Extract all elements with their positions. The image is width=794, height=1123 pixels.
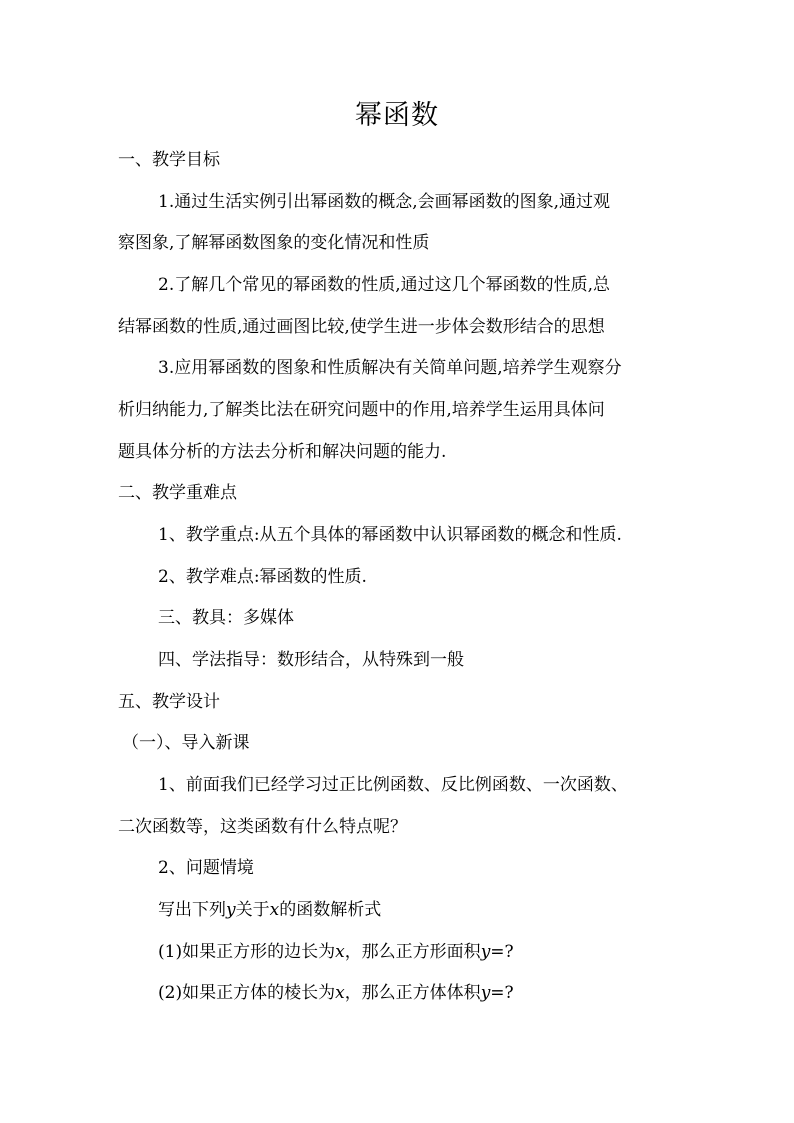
section-heading-design: 五、教学设计 bbox=[118, 692, 220, 712]
question-1-y: y bbox=[480, 942, 491, 962]
section-tools: 三、教具：多媒体 bbox=[158, 608, 294, 628]
question-1-mid: ，那么正方形面积 bbox=[344, 942, 481, 962]
intro-2: 2、问题情境 bbox=[158, 858, 254, 878]
variable-x: x bbox=[269, 900, 280, 920]
key-point-1: 1、教学重点:从五个具体的幂函数中认识幂函数的概念和性质. bbox=[158, 525, 622, 545]
variable-y: y bbox=[226, 900, 236, 920]
question-1-x: x bbox=[335, 942, 345, 962]
question-2-y: y bbox=[480, 983, 491, 1003]
intro-1-line-1: 1、前面我们已经学习过正比例函数、反比例函数、一次函数、 bbox=[158, 775, 628, 795]
question-2-post: =? bbox=[490, 983, 514, 1003]
question-2-pre: (2)如果正方体的棱长为 bbox=[158, 983, 336, 1003]
goal-1-line-1: 1.通过生活实例引出幂函数的概念,会画幂函数的图象,通过观 bbox=[158, 192, 611, 212]
section-heading-key-points: 二、教学重难点 bbox=[118, 483, 237, 503]
goal-1-line-2: 察图象,了解幂函数图象的变化情况和性质 bbox=[118, 233, 430, 253]
write-post: 的函数解析式 bbox=[279, 900, 382, 920]
question-2-x: x bbox=[335, 983, 345, 1003]
question-1-post: =? bbox=[490, 942, 514, 962]
page-title: 幂函数 bbox=[355, 100, 439, 131]
section-heading-goals: 一、教学目标 bbox=[118, 150, 220, 170]
subsection-heading-intro: （一）、导入新课 bbox=[122, 733, 250, 753]
goal-2-line-1: 2.了解几个常见的幂函数的性质,通过这几个幂函数的性质,总 bbox=[158, 275, 611, 295]
intro-1-line-2: 二次函数等，这类函数有什么特点呢？ bbox=[118, 817, 407, 837]
question-2 bbox=[158, 981, 514, 1005]
question-1 bbox=[158, 940, 514, 964]
write-instruction bbox=[158, 898, 381, 922]
goal-2-line-2: 结幂函数的性质,通过画图比较,使学生进一步体会数形结合的思想 bbox=[118, 317, 605, 337]
goal-3-line-1: 3.应用幂函数的图象和性质解决有关简单问题,培养学生观察分 bbox=[158, 358, 622, 378]
goal-3-line-2: 析归纳能力,了解类比法在研究问题中的作用,培养学生运用具体问 bbox=[118, 400, 605, 420]
write-pre: 写出下列 bbox=[158, 900, 226, 920]
question-1-pre: (1)如果正方形的边长为 bbox=[158, 942, 336, 962]
key-point-2: 2、教学难点:幂函数的性质. bbox=[158, 567, 367, 587]
goal-3-line-3: 题具体分析的方法去分析和解决问题的能力. bbox=[118, 442, 447, 462]
section-method: 四、学法指导：数形结合，从特殊到一般 bbox=[158, 650, 464, 670]
write-mid: 关于 bbox=[235, 900, 270, 920]
question-2-mid: ，那么正方体体积 bbox=[344, 983, 481, 1003]
